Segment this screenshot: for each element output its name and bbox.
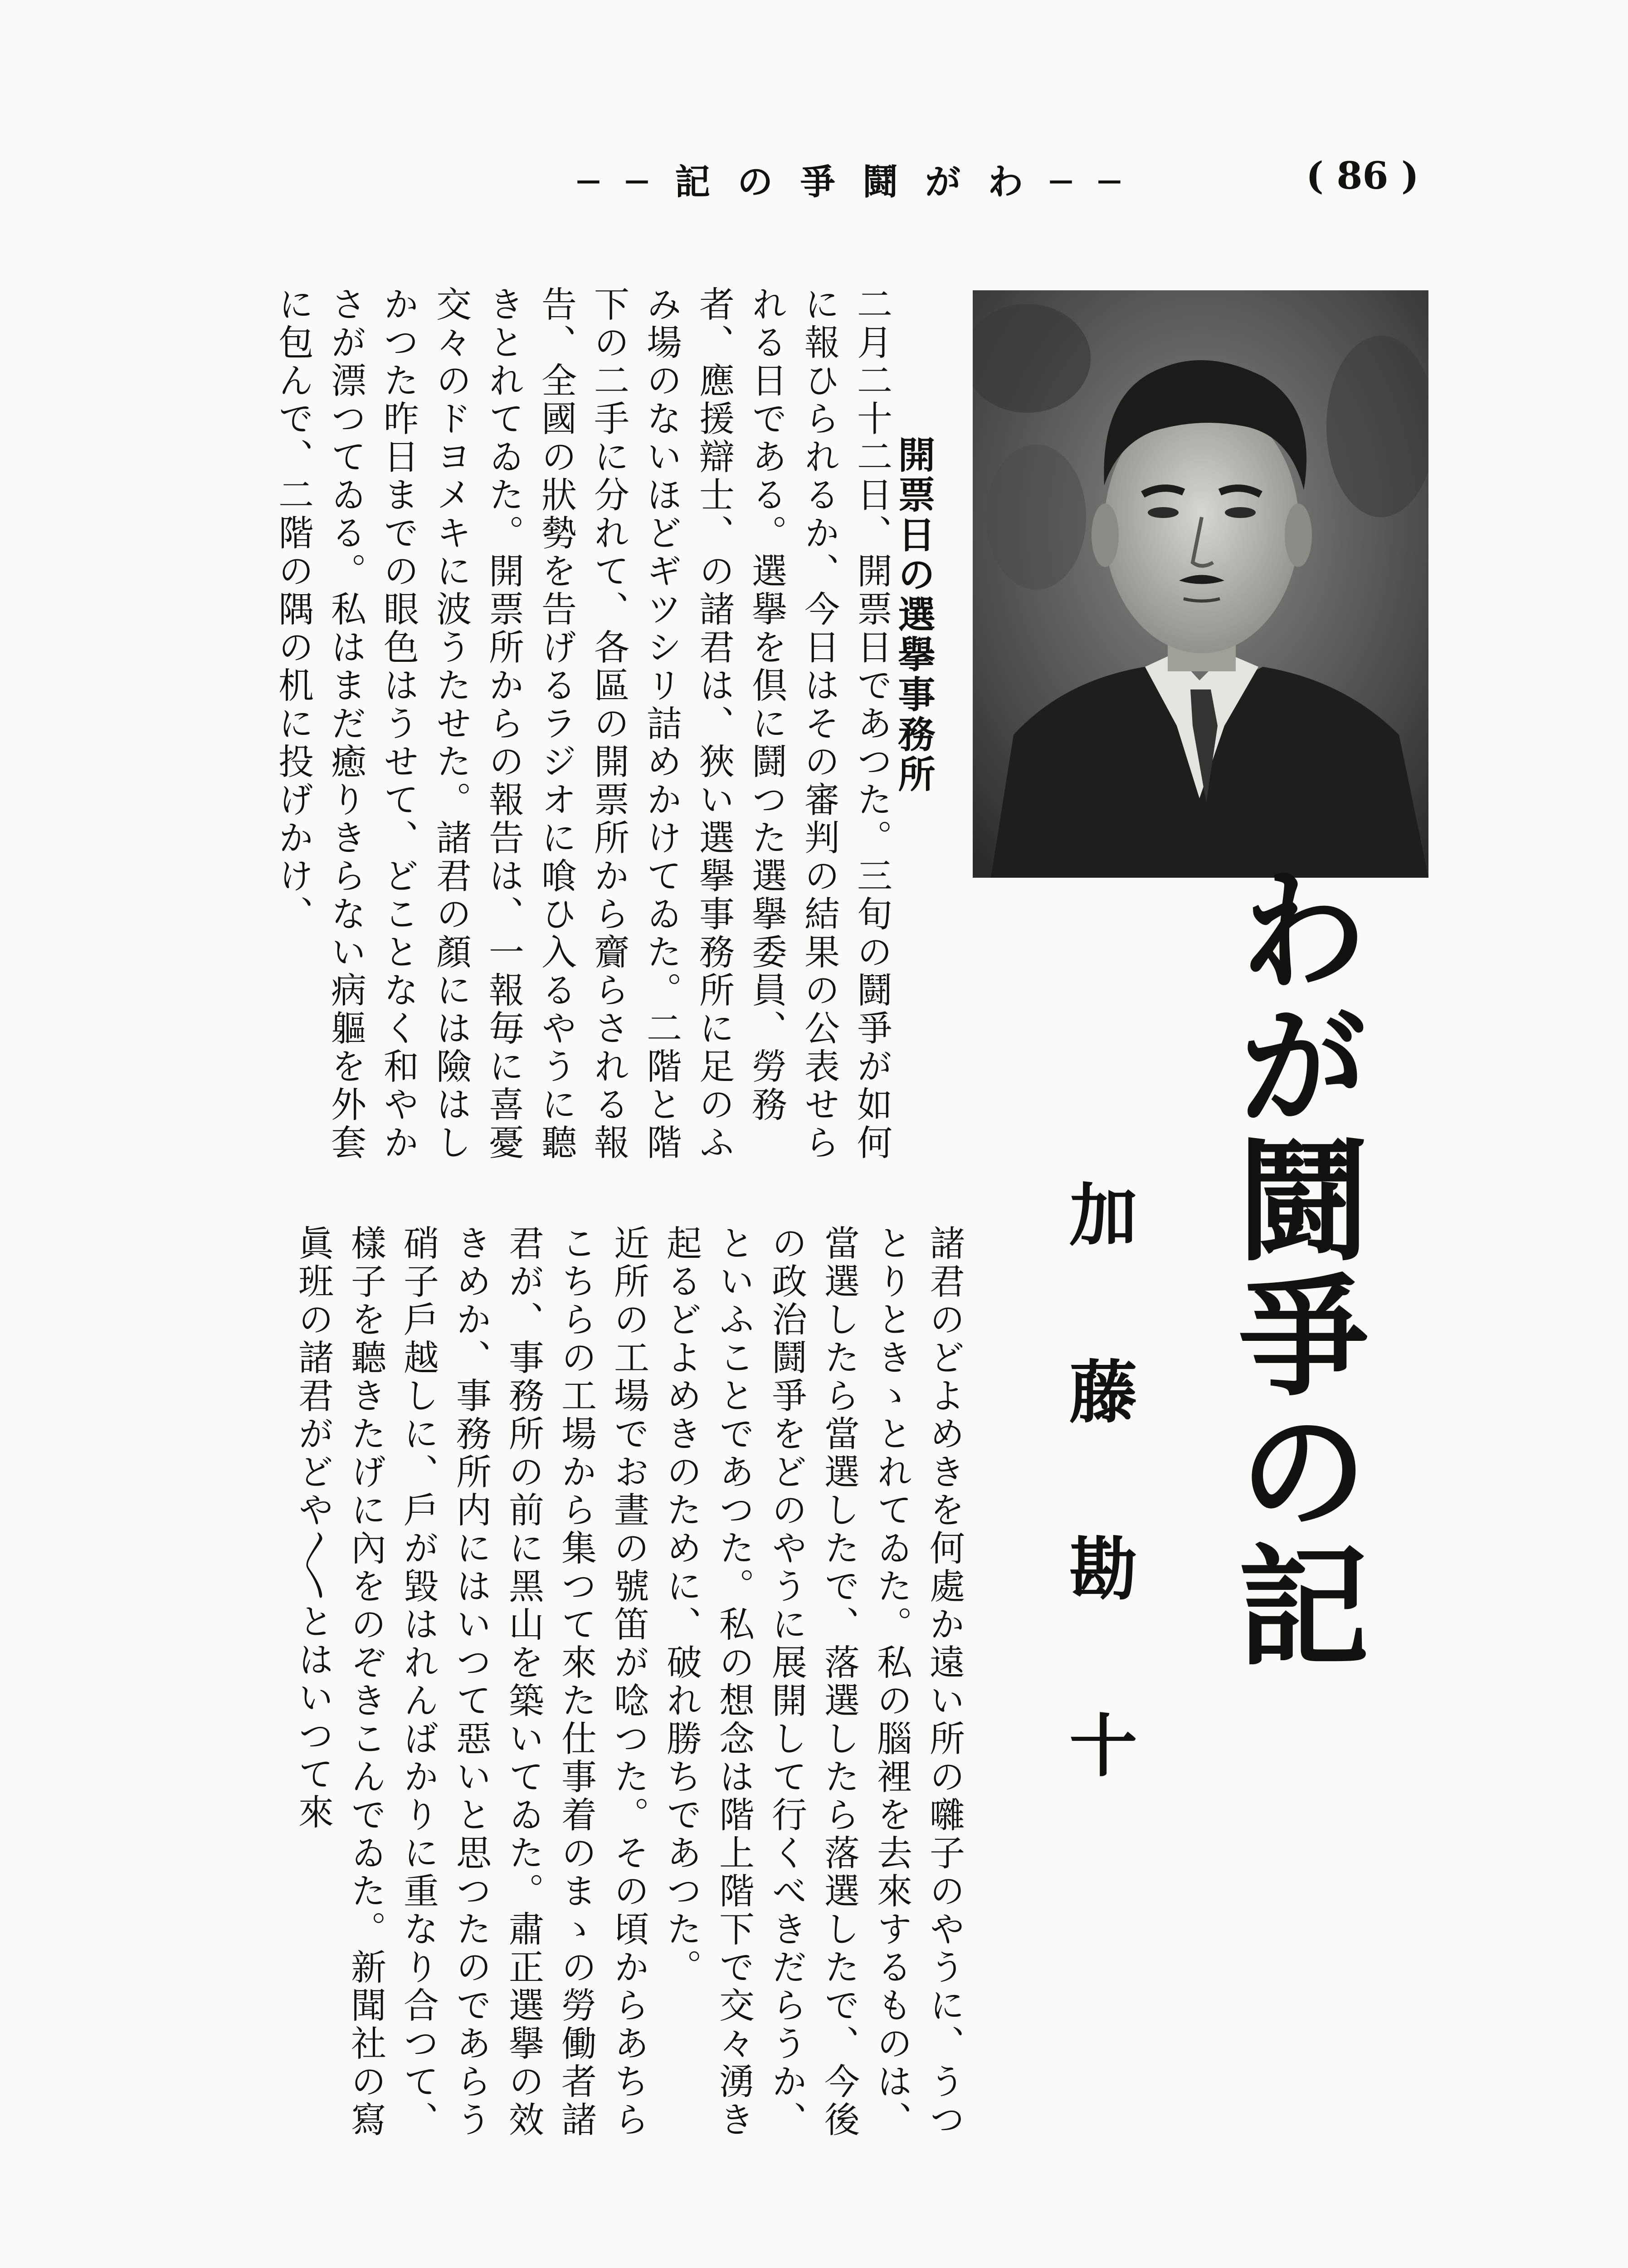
paragraph: 二月二十二日、開票日であつた。三旬の鬪爭が如何に報ひられるか、今日はその審判の結果の公表せられる日である。選擧を倶に鬪つた選擧委員、勞務者、應援辯士、の諸君は、狹い選擧事務所に足のふみ場のないほどギツシリ詰めかけてゐた。二階と階下の二手に分れて、各區の開票所から齎らされる報告、全國の狀勢を告げるラジオに喰ひ入るやうに聽きとれてゐた。開票所からの報告は、一報毎に喜憂交々のドヨメキに波うたせた。諸君の顏には險はしかつた昨日までの眼色はうせて、どことなく和やかさが漂つてゐる。私はまだ癒りきらない病軀を外套に包んで、二階の隅の机に投げかけ、 xyxy=(273,286,892,1162)
page-number: ( 86 ) xyxy=(1306,154,1419,198)
paragraph: 諸君のどよめきを何處か遠い所の囃子のやうに、うつとりときゝとれてゐた。私の腦裡を去來するものは、當選したら當選したで、落選したら落選したで、今後の政治鬪爭をどのやうに展開して行くべきだらうか、といふことであつた。私の想念は階上階下で交々湧き起るどよめきのために、破れ勝ちであつた。 xyxy=(661,1225,965,2139)
running-title: ──記の爭鬪がわ── xyxy=(578,161,1147,203)
author-portrait-photo xyxy=(973,290,1428,878)
body-column-lower xyxy=(249,1225,970,2150)
portrait-illustration xyxy=(973,290,1428,878)
body-column-upper xyxy=(254,286,898,1193)
author-name: 加藤勘十 xyxy=(1058,1179,1137,1887)
section-heading: 開票日の選擧事務所 xyxy=(892,435,936,795)
paragraph: 近所の工場でお晝の號笛が唸つた。その頃からあちらこちらの工場から集つて來た仕事着のまゝの勞働者諸君が、事務所の前に黑山を築いてゐた。肅正選擧の效きめか、事務所内にはいつて惡いと思つたのであらう硝子戶越しに、戶が毀はれんばかりに重なり合つて、樣子を聽きたげに內をのぞきこんでゐた。新聞社の寫眞班の諸君がどや〳〵とはいつて來 xyxy=(292,1225,649,2139)
article-title: わが鬪爭の記 xyxy=(1215,862,1370,1673)
